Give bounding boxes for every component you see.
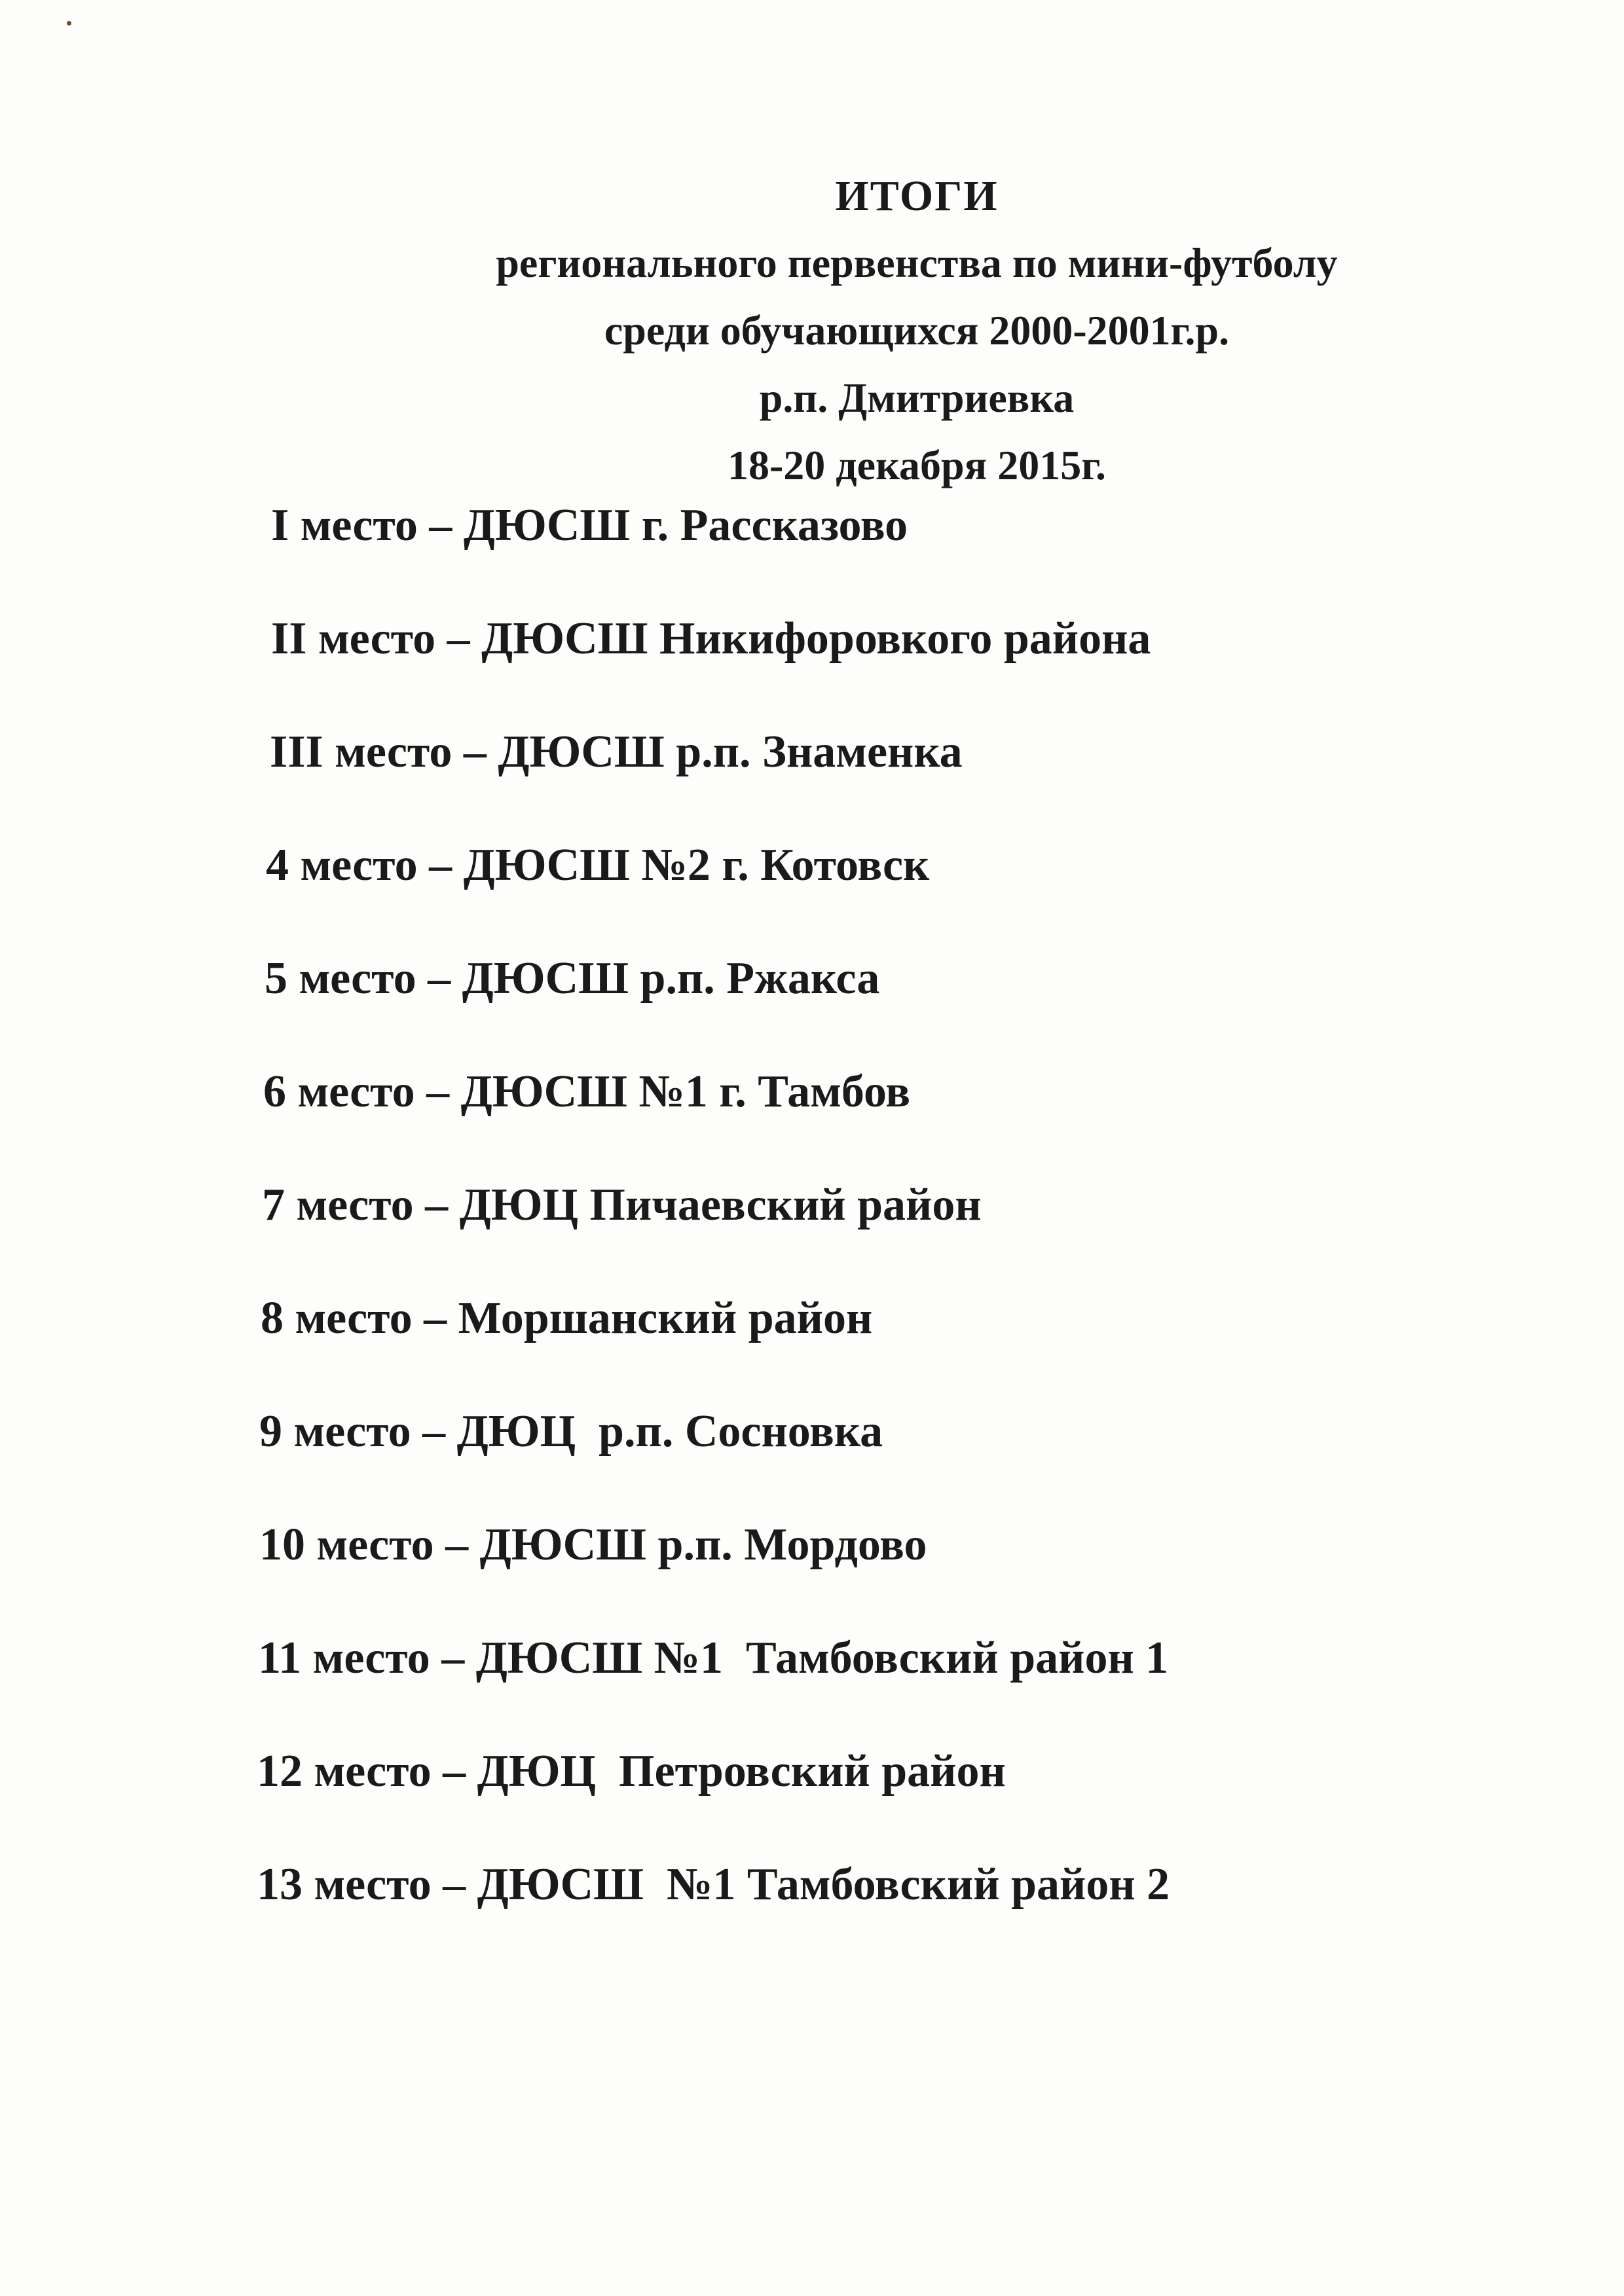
result-place-5: 5 место – ДЮСШ р.п. Ржакса	[265, 953, 880, 1004]
dates-line: 18-20 декабря 2015г.	[727, 442, 1107, 488]
result-place-12: 12 место – ДЮЦ Петровский район	[257, 1746, 1006, 1796]
result-place-11: 11 место – ДЮСШ №1 Тамбовский район 1	[258, 1633, 1169, 1683]
result-place-9: 9 место – ДЮЦ р.п. Сосновка	[259, 1406, 883, 1457]
document-header	[367, 164, 1467, 499]
result-place-6: 6 место – ДЮСШ №1 г. Тамбов	[263, 1066, 911, 1117]
document-title: ИТОГИ	[835, 172, 999, 220]
event-name: регионального первенства по мини-футболу	[496, 240, 1338, 286]
result-place-10: 10 место – ДЮСШ р.п. Мордово	[259, 1520, 927, 1570]
results-list	[257, 494, 1501, 1967]
venue-line: р.п. Дмитриевка	[759, 374, 1075, 421]
result-place-4: 4 место – ДЮСШ №2 г. Котовск	[266, 840, 930, 890]
participants-line: среди обучающихся 2000-2001г.р.	[604, 307, 1230, 354]
result-place-13: 13 место – ДЮСШ №1 Тамбовский район 2	[257, 1859, 1170, 1910]
result-place-1: I место – ДЮСШ г. Рассказово	[271, 500, 908, 551]
result-place-7: 7 место – ДЮЦ Пичаевский район	[262, 1180, 982, 1230]
paper-speck	[67, 21, 71, 26]
result-place-2: II место – ДЮСШ Никифоровкого района	[271, 613, 1151, 664]
result-place-3: III место – ДЮСШ р.п. Знаменка	[270, 727, 963, 777]
result-place-8: 8 место – Моршанский район	[261, 1293, 873, 1343]
